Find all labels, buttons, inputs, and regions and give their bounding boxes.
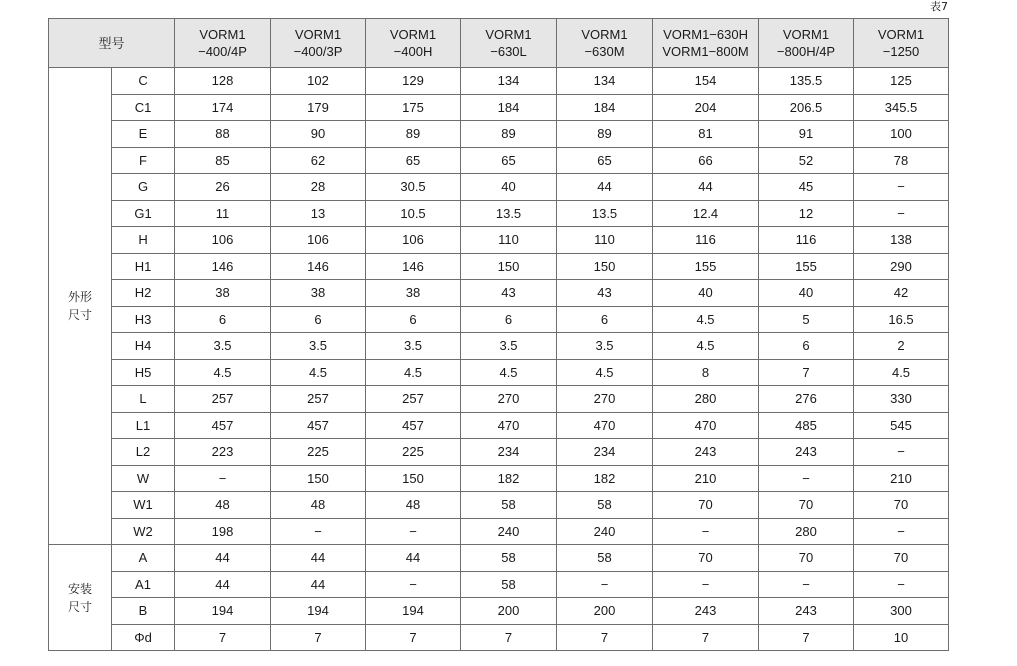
value-cell: 150 xyxy=(461,253,557,280)
table-row xyxy=(49,598,949,625)
value-cell: 280 xyxy=(759,518,854,545)
value-cell: 48 xyxy=(271,492,366,519)
table-row xyxy=(49,94,949,121)
value-cell: 206.5 xyxy=(759,94,854,121)
parameter-cell: C1 xyxy=(112,94,175,121)
group-label-line: 尺寸 xyxy=(67,308,92,322)
value-cell: 290 xyxy=(854,253,949,280)
value-cell: 89 xyxy=(557,121,653,148)
header-row xyxy=(49,19,949,68)
group-label-line: 外形 xyxy=(67,290,92,304)
value-cell: 44 xyxy=(175,571,271,598)
value-cell: 44 xyxy=(366,545,461,572)
value-cell: 194 xyxy=(366,598,461,625)
model-column-header xyxy=(175,19,271,68)
value-cell: 3.5 xyxy=(271,333,366,360)
value-cell: 179 xyxy=(271,94,366,121)
table-row xyxy=(49,121,949,148)
value-cell: 89 xyxy=(366,121,461,148)
value-cell: 134 xyxy=(557,68,653,95)
group-label-line: 安装 xyxy=(67,581,92,596)
value-cell: 240 xyxy=(557,518,653,545)
value-cell: 110 xyxy=(557,227,653,254)
value-cell: 102 xyxy=(271,68,366,95)
value-cell: 257 xyxy=(175,386,271,413)
model-column-header-line: VORM1 xyxy=(877,27,925,42)
value-cell: 40 xyxy=(653,280,759,307)
table-row xyxy=(49,518,949,545)
dimension-spec-table xyxy=(48,18,949,651)
value-cell: 240 xyxy=(461,518,557,545)
value-cell: 146 xyxy=(175,253,271,280)
table-row xyxy=(49,200,949,227)
value-cell: 38 xyxy=(271,280,366,307)
value-cell: 134 xyxy=(461,68,557,95)
value-cell: 257 xyxy=(366,386,461,413)
value-cell: 270 xyxy=(461,386,557,413)
value-cell: 65 xyxy=(461,147,557,174)
value-cell: 154 xyxy=(653,68,759,95)
model-column-header-line: −630L xyxy=(490,44,527,59)
value-cell: 243 xyxy=(759,598,854,625)
value-cell: − xyxy=(759,465,854,492)
model-column-header xyxy=(271,19,366,68)
value-cell: 6 xyxy=(366,306,461,333)
value-cell: 194 xyxy=(175,598,271,625)
table-row xyxy=(49,174,949,201)
table-row xyxy=(49,333,949,360)
group-label-cell xyxy=(49,545,112,651)
table-row xyxy=(49,492,949,519)
value-cell: − xyxy=(557,571,653,598)
value-cell: 43 xyxy=(461,280,557,307)
value-cell: 58 xyxy=(461,492,557,519)
value-cell: 116 xyxy=(759,227,854,254)
table-row xyxy=(49,545,949,572)
value-cell: 3.5 xyxy=(366,333,461,360)
value-cell: 7 xyxy=(759,359,854,386)
value-cell: 70 xyxy=(653,545,759,572)
value-cell: 8 xyxy=(653,359,759,386)
parameter-cell: W2 xyxy=(112,518,175,545)
value-cell: 106 xyxy=(175,227,271,254)
value-cell: − xyxy=(854,518,949,545)
value-cell: − xyxy=(854,174,949,201)
table-row xyxy=(49,253,949,280)
value-cell: 89 xyxy=(461,121,557,148)
value-cell: 58 xyxy=(461,545,557,572)
model-column-header-line: VORM1 xyxy=(389,27,437,42)
model-column-header-line: −800H/4P xyxy=(776,44,836,59)
value-cell: 545 xyxy=(854,412,949,439)
value-cell: 194 xyxy=(271,598,366,625)
value-cell: 7 xyxy=(759,624,854,651)
parameter-cell: E xyxy=(112,121,175,148)
value-cell: 135.5 xyxy=(759,68,854,95)
value-cell: 204 xyxy=(653,94,759,121)
model-column-header-line: VORM1 xyxy=(782,27,830,42)
value-cell: 146 xyxy=(271,253,366,280)
value-cell: 70 xyxy=(653,492,759,519)
value-cell: 45 xyxy=(759,174,854,201)
value-cell: 4.5 xyxy=(557,359,653,386)
group-label-cell xyxy=(49,68,112,545)
value-cell: 223 xyxy=(175,439,271,466)
value-cell: 88 xyxy=(175,121,271,148)
table-row xyxy=(49,571,949,598)
value-cell: 243 xyxy=(653,598,759,625)
model-header-cell: 型号 xyxy=(49,19,175,68)
value-cell: 225 xyxy=(271,439,366,466)
value-cell: − xyxy=(366,518,461,545)
value-cell: 470 xyxy=(653,412,759,439)
value-cell: 6 xyxy=(557,306,653,333)
parameter-cell: L1 xyxy=(112,412,175,439)
value-cell: 4.5 xyxy=(653,333,759,360)
value-cell: 44 xyxy=(175,545,271,572)
value-cell: 91 xyxy=(759,121,854,148)
parameter-cell: B xyxy=(112,598,175,625)
value-cell: 174 xyxy=(175,94,271,121)
value-cell: 38 xyxy=(366,280,461,307)
value-cell: 182 xyxy=(461,465,557,492)
model-column-header-line: VORM1 xyxy=(294,27,342,42)
value-cell: 150 xyxy=(366,465,461,492)
model-column-header-line: −400H xyxy=(393,44,433,59)
value-cell: 243 xyxy=(653,439,759,466)
value-cell: 150 xyxy=(271,465,366,492)
value-cell: 4.5 xyxy=(271,359,366,386)
value-cell: 457 xyxy=(366,412,461,439)
value-cell: − xyxy=(175,465,271,492)
table-row xyxy=(49,147,949,174)
value-cell: 4.5 xyxy=(653,306,759,333)
value-cell: 200 xyxy=(461,598,557,625)
value-cell: − xyxy=(653,571,759,598)
parameter-cell: F xyxy=(112,147,175,174)
value-cell: 300 xyxy=(854,598,949,625)
model-column-header xyxy=(557,19,653,68)
value-cell: 3.5 xyxy=(557,333,653,360)
model-column-header-line: VORM1−800M xyxy=(662,44,749,59)
value-cell: 457 xyxy=(175,412,271,439)
value-cell: 16.5 xyxy=(854,306,949,333)
value-cell: 6 xyxy=(759,333,854,360)
table-row xyxy=(49,280,949,307)
model-column-header-line: −400/3P xyxy=(293,44,343,59)
value-cell: 90 xyxy=(271,121,366,148)
value-cell: 28 xyxy=(271,174,366,201)
parameter-cell: L2 xyxy=(112,439,175,466)
value-cell: 44 xyxy=(271,545,366,572)
value-cell: 345.5 xyxy=(854,94,949,121)
value-cell: 7 xyxy=(271,624,366,651)
value-cell: 2 xyxy=(854,333,949,360)
value-cell: 155 xyxy=(759,253,854,280)
value-cell: 330 xyxy=(854,386,949,413)
value-cell: 234 xyxy=(557,439,653,466)
value-cell: 106 xyxy=(366,227,461,254)
value-cell: 26 xyxy=(175,174,271,201)
model-column-header xyxy=(461,19,557,68)
value-cell: 40 xyxy=(461,174,557,201)
value-cell: 10.5 xyxy=(366,200,461,227)
value-cell: 40 xyxy=(759,280,854,307)
parameter-cell: Φd xyxy=(112,624,175,651)
value-cell: − xyxy=(854,571,949,598)
value-cell: 210 xyxy=(653,465,759,492)
value-cell: 4.5 xyxy=(854,359,949,386)
model-column-header xyxy=(854,19,949,68)
model-column-header-line: VORM1 xyxy=(199,27,246,42)
value-cell: 7 xyxy=(557,624,653,651)
value-cell: 116 xyxy=(653,227,759,254)
value-cell: 184 xyxy=(461,94,557,121)
parameter-cell: H4 xyxy=(112,333,175,360)
model-column-header-line: −400/4P xyxy=(198,44,247,59)
value-cell: 58 xyxy=(461,571,557,598)
table-row xyxy=(49,227,949,254)
value-cell: − xyxy=(366,571,461,598)
value-cell: 5 xyxy=(759,306,854,333)
value-cell: 85 xyxy=(175,147,271,174)
parameter-cell: L xyxy=(112,386,175,413)
value-cell: 70 xyxy=(854,545,949,572)
value-cell: 125 xyxy=(854,68,949,95)
parameter-cell: G1 xyxy=(112,200,175,227)
value-cell: 7 xyxy=(653,624,759,651)
parameter-cell: W xyxy=(112,465,175,492)
value-cell: 48 xyxy=(366,492,461,519)
value-cell: 175 xyxy=(366,94,461,121)
model-column-header xyxy=(366,19,461,68)
value-cell: 13 xyxy=(271,200,366,227)
value-cell: 184 xyxy=(557,94,653,121)
value-cell: 470 xyxy=(557,412,653,439)
value-cell: 13.5 xyxy=(461,200,557,227)
value-cell: 58 xyxy=(557,492,653,519)
table-row xyxy=(49,624,949,651)
parameter-cell: H2 xyxy=(112,280,175,307)
value-cell: 270 xyxy=(557,386,653,413)
value-cell: 276 xyxy=(759,386,854,413)
value-cell: 280 xyxy=(653,386,759,413)
parameter-cell: H5 xyxy=(112,359,175,386)
value-cell: 150 xyxy=(557,253,653,280)
value-cell: − xyxy=(653,518,759,545)
value-cell: 43 xyxy=(557,280,653,307)
value-cell: 470 xyxy=(461,412,557,439)
value-cell: 128 xyxy=(175,68,271,95)
value-cell: 243 xyxy=(759,439,854,466)
value-cell: 3.5 xyxy=(175,333,271,360)
value-cell: 62 xyxy=(271,147,366,174)
model-column-header xyxy=(759,19,854,68)
table-number-label: 表7 xyxy=(930,0,948,13)
group-label-line: 尺寸 xyxy=(67,599,92,614)
value-cell: 12 xyxy=(759,200,854,227)
value-cell: 81 xyxy=(653,121,759,148)
value-cell: 138 xyxy=(854,227,949,254)
model-column-header-line: VORM1 xyxy=(485,27,532,42)
parameter-cell: H1 xyxy=(112,253,175,280)
value-cell: 44 xyxy=(271,571,366,598)
value-cell: 70 xyxy=(759,492,854,519)
value-cell: 210 xyxy=(854,465,949,492)
model-column-header xyxy=(653,19,759,68)
parameter-cell: G xyxy=(112,174,175,201)
value-cell: − xyxy=(854,439,949,466)
table-row xyxy=(49,412,949,439)
value-cell: 58 xyxy=(557,545,653,572)
value-cell: 7 xyxy=(175,624,271,651)
value-cell: 155 xyxy=(653,253,759,280)
table-row xyxy=(49,439,949,466)
value-cell: 11 xyxy=(175,200,271,227)
model-column-header-line: VORM1 xyxy=(581,27,628,42)
table-row xyxy=(49,306,949,333)
parameter-cell: A1 xyxy=(112,571,175,598)
value-cell: 110 xyxy=(461,227,557,254)
value-cell: 30.5 xyxy=(366,174,461,201)
value-cell: 70 xyxy=(854,492,949,519)
model-column-header-line: −630M xyxy=(584,44,625,59)
model-column-header-line: −1250 xyxy=(882,44,920,59)
value-cell: 44 xyxy=(557,174,653,201)
value-cell: − xyxy=(271,518,366,545)
value-cell: 100 xyxy=(854,121,949,148)
value-cell: 182 xyxy=(557,465,653,492)
value-cell: 4.5 xyxy=(175,359,271,386)
value-cell: 106 xyxy=(271,227,366,254)
value-cell: 129 xyxy=(366,68,461,95)
table-body xyxy=(49,68,949,651)
value-cell: 66 xyxy=(653,147,759,174)
value-cell: 4.5 xyxy=(366,359,461,386)
value-cell: 257 xyxy=(271,386,366,413)
value-cell: 3.5 xyxy=(461,333,557,360)
value-cell: 78 xyxy=(854,147,949,174)
value-cell: 70 xyxy=(759,545,854,572)
value-cell: 48 xyxy=(175,492,271,519)
value-cell: 485 xyxy=(759,412,854,439)
value-cell: − xyxy=(759,571,854,598)
value-cell: 10 xyxy=(854,624,949,651)
value-cell: 38 xyxy=(175,280,271,307)
value-cell: 200 xyxy=(557,598,653,625)
table-row xyxy=(49,359,949,386)
parameter-cell: H xyxy=(112,227,175,254)
value-cell: 42 xyxy=(854,280,949,307)
value-cell: 7 xyxy=(366,624,461,651)
value-cell: 4.5 xyxy=(461,359,557,386)
value-cell: 12.4 xyxy=(653,200,759,227)
value-cell: 225 xyxy=(366,439,461,466)
value-cell: 6 xyxy=(175,306,271,333)
table-row xyxy=(49,386,949,413)
value-cell: 234 xyxy=(461,439,557,466)
value-cell: 44 xyxy=(653,174,759,201)
value-cell: 65 xyxy=(366,147,461,174)
value-cell: 13.5 xyxy=(557,200,653,227)
parameter-cell: A xyxy=(112,545,175,572)
parameter-cell: W1 xyxy=(112,492,175,519)
table-row xyxy=(49,68,949,95)
value-cell: 146 xyxy=(366,253,461,280)
value-cell: 198 xyxy=(175,518,271,545)
parameter-cell: H3 xyxy=(112,306,175,333)
value-cell: 6 xyxy=(461,306,557,333)
value-cell: − xyxy=(854,200,949,227)
value-cell: 6 xyxy=(271,306,366,333)
value-cell: 65 xyxy=(557,147,653,174)
value-cell: 7 xyxy=(461,624,557,651)
value-cell: 457 xyxy=(271,412,366,439)
model-column-header-line: VORM1−630H xyxy=(663,27,748,42)
value-cell: 52 xyxy=(759,147,854,174)
parameter-cell: C xyxy=(112,68,175,95)
table-row xyxy=(49,465,949,492)
